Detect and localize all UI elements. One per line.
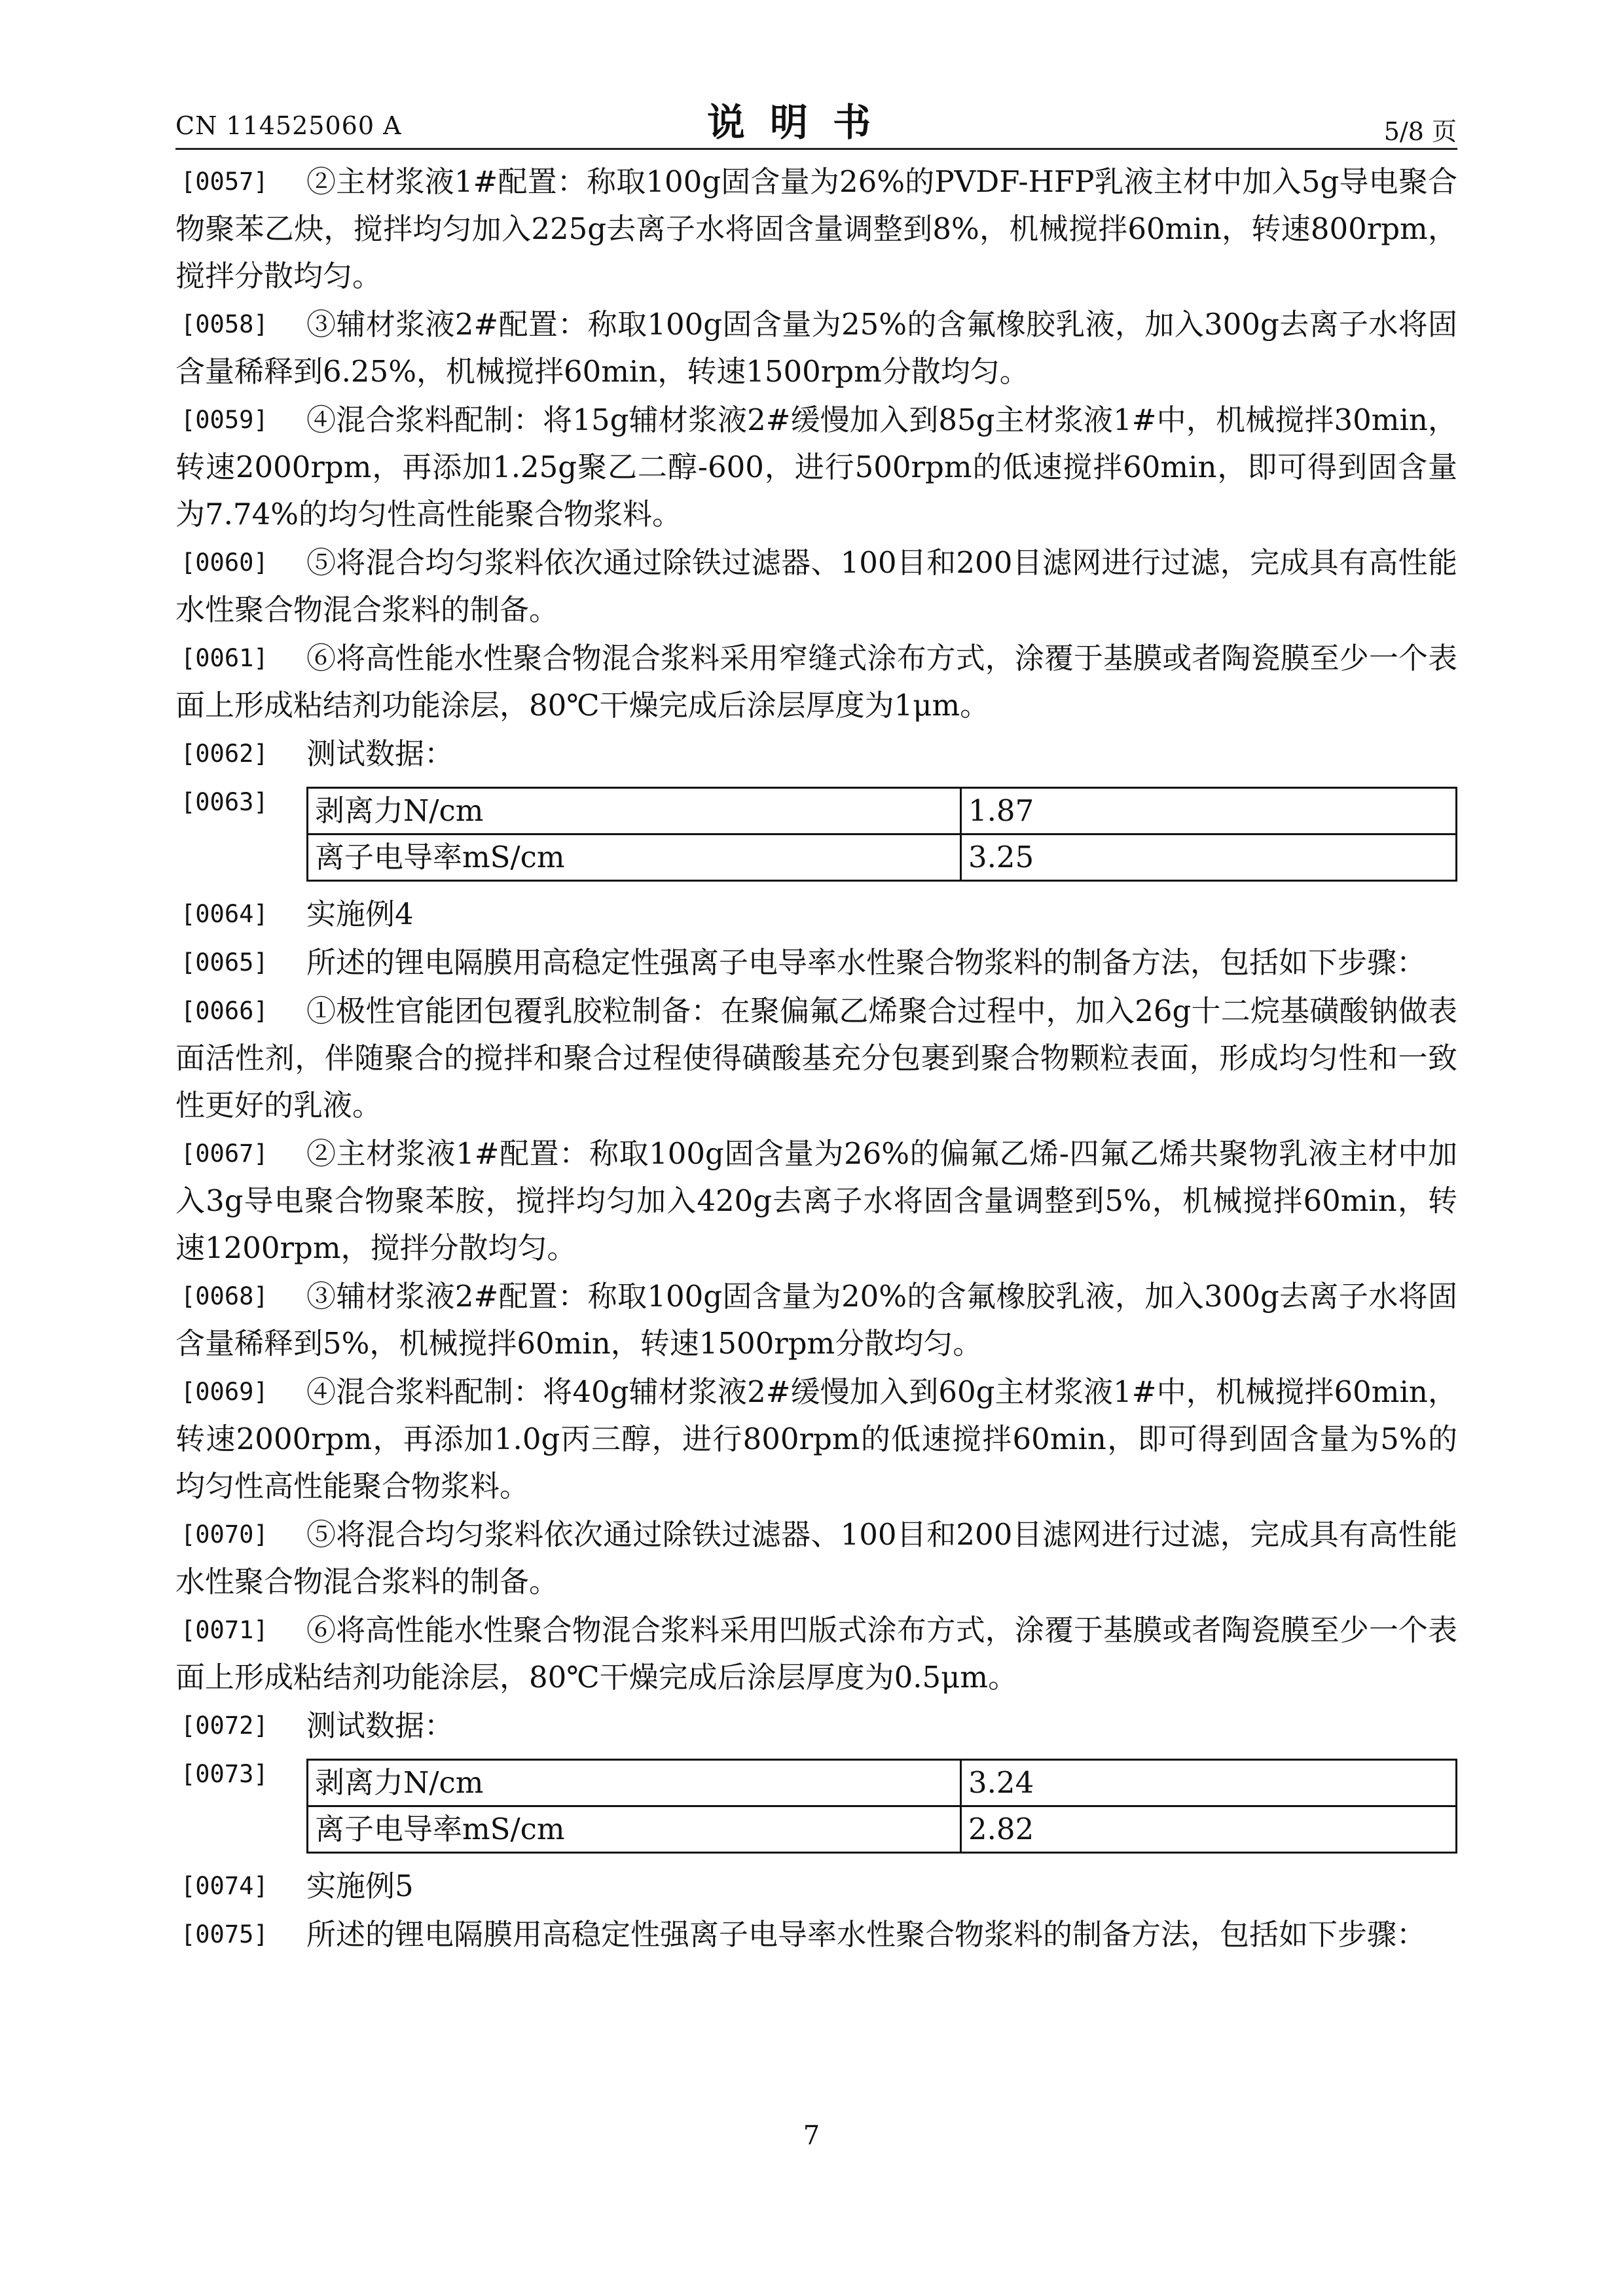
table-row <box>308 1806 1457 1853</box>
paragraph <box>175 1511 1457 1605</box>
paragraph <box>175 730 1457 778</box>
paragraph-text: ⑤将混合均匀浆料依次通过除铁过滤器、100目和200目滤网进行过滤，完成具有高性能水性聚合物混合浆料的制备。 <box>175 545 1457 627</box>
paragraph-number: [0069] <box>181 1378 268 1406</box>
paragraph-text: 所述的锂电隔膜用高稳定性强离子电导率水性聚合物浆料的制备方法，包括如下步骤： <box>306 945 1427 980</box>
paragraph <box>175 158 1457 300</box>
paragraph-number: [0073] <box>181 1760 268 1788</box>
paragraph-number: [0060] <box>181 548 268 577</box>
paragraph <box>175 301 1457 395</box>
paragraph-number: [0062] <box>181 740 268 768</box>
paragraph <box>175 1702 1457 1749</box>
paragraph-text: ①极性官能团包覆乳胶粒制备：在聚偏氟乙烯聚合过程中，加入26g十二烷基磺酸钠做表面活性剂，伴随聚合的搅拌和聚合过程使得磺酸基充分包裹到聚合物颗粒表面，形成均匀性和一致性更好的乳液。 <box>175 994 1457 1122</box>
paragraph-text: ②主材浆液1#配置：称取100g固含量为26%的PVDF-HFP乳液主材中加入5g导电聚合物聚苯乙炔，搅拌均匀加入225g去离子水将固含量调整到8%，机械搅拌60min，转速800rpm，搅拌分散均匀。 <box>175 164 1457 293</box>
paragraph-number: [0071] <box>181 1616 268 1644</box>
table-value-cell: 3.25 <box>961 834 1457 881</box>
paragraph-number: [0058] <box>181 310 268 338</box>
paragraph-number: [0057] <box>181 168 268 196</box>
paragraph <box>175 988 1457 1129</box>
table-label-cell: 剥离力N/cm <box>308 788 961 834</box>
paragraph <box>175 1273 1457 1367</box>
paragraph-text: 测试数据： <box>306 1708 454 1743</box>
paragraph-number: [0065] <box>181 948 268 977</box>
paragraph-number: [0074] <box>181 1872 268 1900</box>
table-label-cell: 离子电导率mS/cm <box>308 1806 961 1853</box>
paragraph <box>175 891 1457 938</box>
paragraph <box>175 1130 1457 1272</box>
paragraph-number: [0059] <box>181 406 268 434</box>
table-label-cell: 剥离力N/cm <box>308 1760 961 1806</box>
paragraph <box>175 1607 1457 1701</box>
header-divider <box>175 148 1457 150</box>
paragraph-text: ⑥将高性能水性聚合物混合浆料采用窄缝式涂布方式，涂覆于基膜或者陶瓷膜至少一个表面上形成粘结剂功能涂层，80℃干燥完成后涂层厚度为1μm。 <box>175 641 1457 723</box>
document-title: 说明书 <box>707 100 896 145</box>
paragraph-text: 所述的锂电隔膜用高稳定性强离子电导率水性聚合物浆料的制备方法，包括如下步骤： <box>306 1917 1427 1952</box>
test-data-table <box>306 1759 1457 1854</box>
paragraph <box>175 939 1457 986</box>
table-value-cell: 2.82 <box>961 1806 1457 1853</box>
paragraph-text: 测试数据： <box>306 736 454 771</box>
table-value-cell: 3.24 <box>961 1760 1457 1806</box>
paragraph-number: [0067] <box>181 1139 268 1168</box>
paragraph-text: ②主材浆液1#配置：称取100g固含量为26%的偏氟乙烯-四氟乙烯共聚物乳液主材中加入3g导电聚合物聚苯胺，搅拌均匀加入420g去离子水将固含量调整到5%，机械搅拌60min，转速1200rpm，搅拌分散均匀。 <box>175 1136 1457 1265</box>
paragraph <box>175 1369 1457 1510</box>
table-row <box>308 1760 1457 1806</box>
paragraph <box>175 397 1457 538</box>
paragraph-number: [0064] <box>181 900 268 928</box>
page-number: 7 <box>803 2121 820 2151</box>
paragraph-text: ③辅材浆液2#配置：称取100g固含量为25%的含氟橡胶乳液，加入300g去离子水将固含量稀释到6.25%，机械搅拌60min，转速1500rpm分散均匀。 <box>175 307 1457 389</box>
paragraph-text: ③辅材浆液2#配置：称取100g固含量为20%的含氟橡胶乳液，加入300g去离子水将固含量稀释到5%，机械搅拌60min，转速1500rpm分散均匀。 <box>175 1279 1457 1361</box>
table-row <box>308 834 1457 881</box>
document-body <box>175 158 1457 1960</box>
paragraph <box>175 539 1457 634</box>
paragraph-text: 实施例5 <box>306 1869 414 1903</box>
test-data-table <box>306 787 1457 882</box>
table-value-cell: 1.87 <box>961 788 1457 834</box>
paragraph-text: ⑥将高性能水性聚合物混合浆料采用凹版式涂布方式，涂覆于基膜或者陶瓷膜至少一个表面上形成粘结剂功能涂层，80℃干燥完成后涂层厚度为0.5μm。 <box>175 1613 1457 1695</box>
table-row <box>308 788 1457 834</box>
paragraph-text: 实施例4 <box>306 897 414 931</box>
paragraph-number: [0061] <box>181 644 268 672</box>
paragraph-text: ④混合浆料配制：将40g辅材浆液2#缓慢加入到60g主材浆液1#中，机械搅拌60min，转速2000rpm，再添加1.0g丙三醇，进行800rpm的低速搅拌60min，即可得到固含量为5%的均匀性高性能聚合物浆料。 <box>175 1374 1457 1503</box>
paragraph-number: [0063] <box>181 788 268 816</box>
data-table-block <box>175 779 1457 891</box>
paragraph-text: ④混合浆料配制：将15g辅材浆液2#缓慢加入到85g主材浆液1#中，机械搅拌30min，转速2000rpm，再添加1.25g聚乙二醇-600，进行500rpm的低速搅拌60min，即可得到固含量为7.74%的均匀性高性能聚合物浆料。 <box>175 403 1457 531</box>
patent-number: CN 114525060 A <box>175 111 402 140</box>
table-label-cell: 离子电导率mS/cm <box>308 834 961 881</box>
paragraph-text: ⑤将混合均匀浆料依次通过除铁过滤器、100目和200目滤网进行过滤，完成具有高性能水性聚合物混合浆料的制备。 <box>175 1517 1457 1599</box>
data-table-block <box>175 1751 1457 1863</box>
paragraph <box>175 635 1457 729</box>
paragraph-number: [0072] <box>181 1712 268 1740</box>
paragraph <box>175 1911 1457 1958</box>
paragraph-number: [0075] <box>181 1920 268 1948</box>
paragraph-number: [0066] <box>181 997 268 1025</box>
page-reference: 5/8 页 <box>1383 117 1457 146</box>
paragraph-number: [0070] <box>181 1520 268 1549</box>
paragraph-number: [0068] <box>181 1282 268 1310</box>
paragraph <box>175 1863 1457 1910</box>
